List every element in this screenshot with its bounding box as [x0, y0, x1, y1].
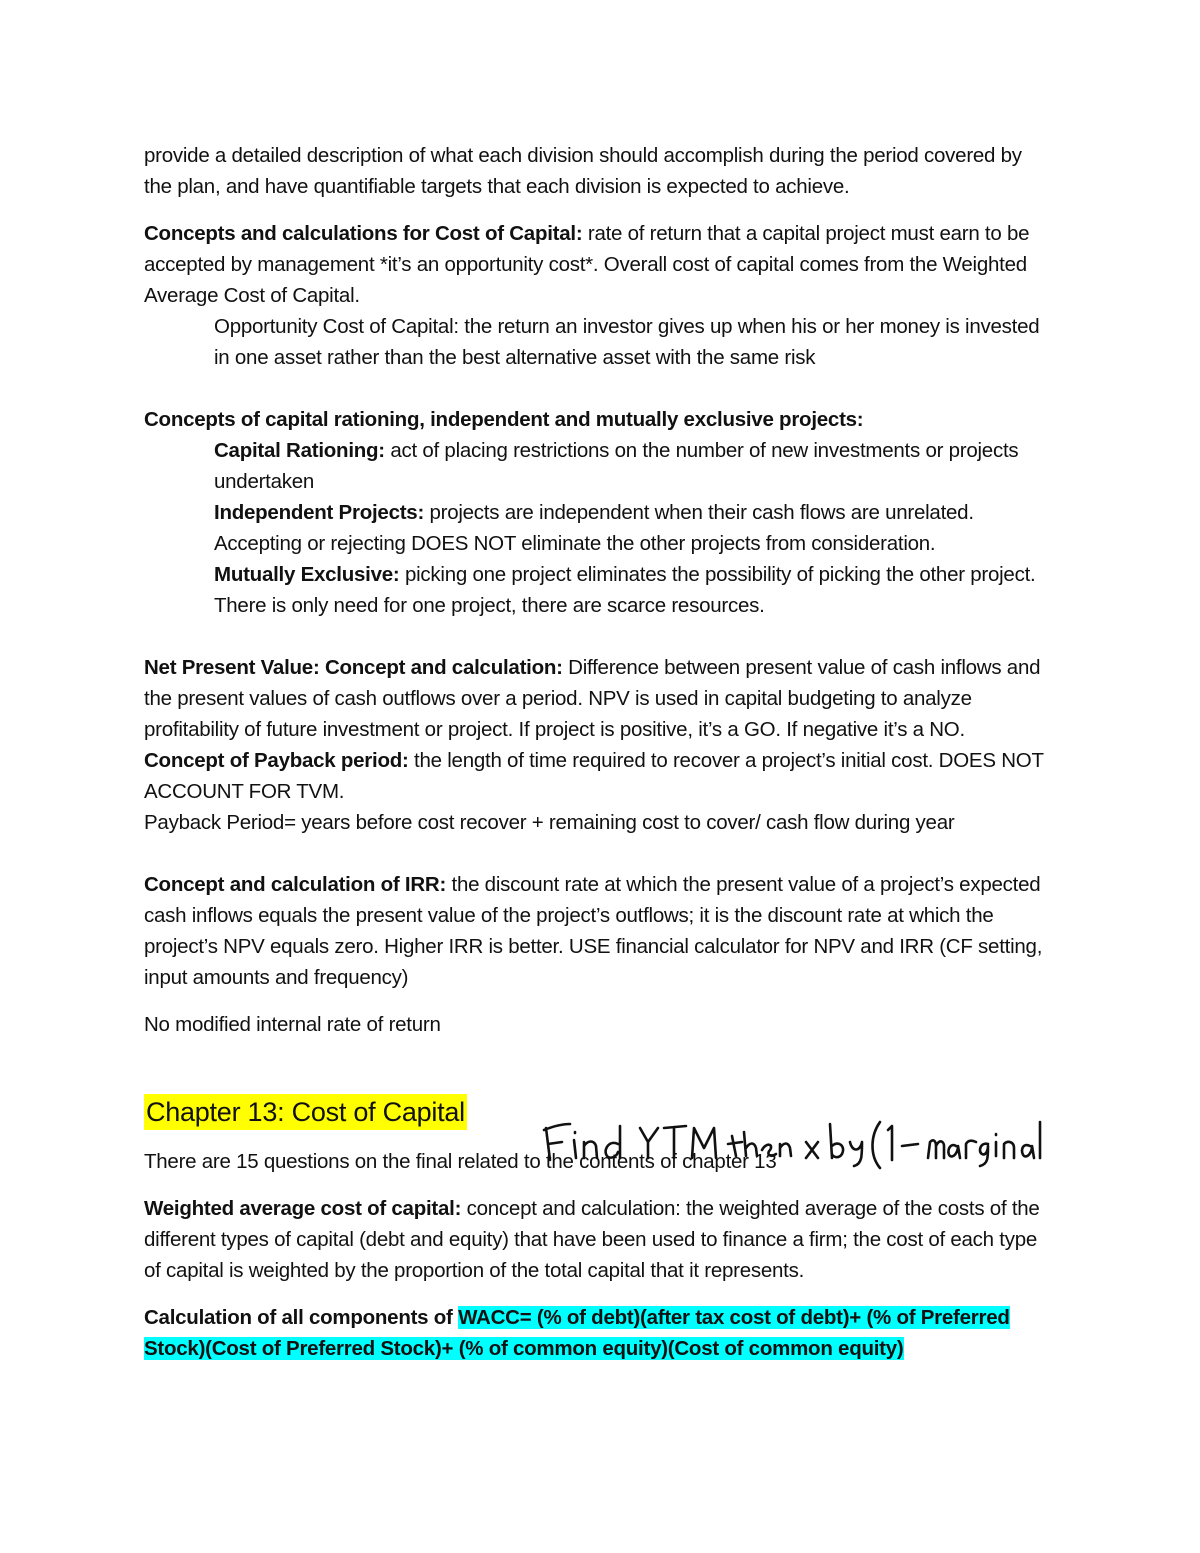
wacc-heading: Weighted average cost of capital: — [144, 1197, 462, 1220]
mutually-exclusive-text: picking one project eliminates the possibility of picking the other project. There is only need for one project, there are scarce resources. — [214, 563, 1036, 617]
payback-text: the length of time required to recover a project’s initial cost. DOES NOT ACCOUNT FOR TVM. — [144, 749, 1044, 803]
cost-of-capital-heading: Concepts and calculations for Cost of Capital: — [144, 222, 583, 245]
rationing-heading-text: Concepts of capital rationing, independent and mutually exclusive projects: — [144, 408, 864, 431]
wacc-paragraph — [144, 1193, 1054, 1286]
cost-of-capital-text: rate of return that a capital project must earn to be accepted by management *it’s an opportunity cost*. Overall cost of capital comes from the Weighted Average Cost of Capital. — [144, 222, 1030, 307]
rationing-heading — [144, 404, 1054, 435]
capital-rationing-text: act of placing restrictions on the number of new investments or projects undertaken — [214, 439, 1019, 493]
npv-paragraph — [144, 652, 1054, 745]
handwritten-note — [540, 1112, 1050, 1172]
document-body — [144, 140, 1054, 1364]
npv-text: Difference between present value of cash inflows and the present values of cash outflows over a period. NPV is used in capital budgeting to analyze profitability of future investment or project. If project is positive, it’s a GO. If negative it’s a NO. — [144, 656, 1041, 741]
irr-paragraph — [144, 869, 1054, 993]
wacc-calculation-paragraph — [144, 1302, 1054, 1364]
payback-paragraph — [144, 745, 1054, 807]
mutually-exclusive-paragraph — [144, 559, 1054, 621]
capital-rationing-label: Capital Rationing: — [214, 439, 385, 462]
wacc-formula: WACC= (% of debt)(after tax cost of debt)+ (% of Preferred Stock)(Cost of Preferred Stock)+ (% of common equity)(Cost of common equity) — [144, 1306, 1010, 1360]
mirr-note: No modified internal rate of return — [144, 1013, 441, 1036]
chapter-title: Chapter 13: Cost of Capital — [144, 1094, 467, 1130]
wacc-text: concept and calculation: the weighted average of the costs of the different types of capital (debt and equity) that have been used to finance a firm; the cost of each type of capital is weighted by the proportion of the total capital that it represents. — [144, 1197, 1040, 1282]
payback-heading: Concept of Payback period: — [144, 749, 409, 772]
payback-formula: Payback Period= years before cost recover + remaining cost to cover/ cash flow during year — [144, 811, 955, 834]
chapter-info-paragraph: There are 15 questions on the final related to the contents of chapter 13 — [144, 1150, 777, 1173]
opportunity-cost-paragraph: Opportunity Cost of Capital: the return an investor gives up when his or her money is invested in one asset rather than the best alternative asset with the same risk — [214, 315, 1040, 369]
cost-of-capital-paragraph — [144, 218, 1054, 311]
independent-projects-paragraph — [144, 497, 1054, 559]
intro-paragraph: provide a detailed description of what each division should accomplish during the period covered by the plan, and have quantifiable targets that each division is expected to achieve. — [144, 144, 1022, 198]
irr-text: the discount rate at which the present value of a project’s expected cash inflows equals the present value of the project’s outflows; it is the discount rate at which the project’s NPV equals zero. Higher IRR is better. USE financial calculator for NPV and IRR (CF setting, input amounts and frequency) — [144, 873, 1043, 989]
irr-heading: Concept and calculation of IRR: — [144, 873, 447, 896]
independent-projects-text: projects are independent when their cash flows are unrelated. Accepting or rejecting DOES NOT eliminate the other projects from consideration. — [214, 501, 974, 555]
npv-heading: Net Present Value: Concept and calculation: — [144, 656, 563, 679]
mutually-exclusive-label: Mutually Exclusive: — [214, 563, 400, 586]
wacc-calc-label: Calculation of all components of — [144, 1306, 459, 1329]
independent-projects-label: Independent Projects: — [214, 501, 425, 524]
capital-rationing-paragraph — [144, 435, 1054, 497]
